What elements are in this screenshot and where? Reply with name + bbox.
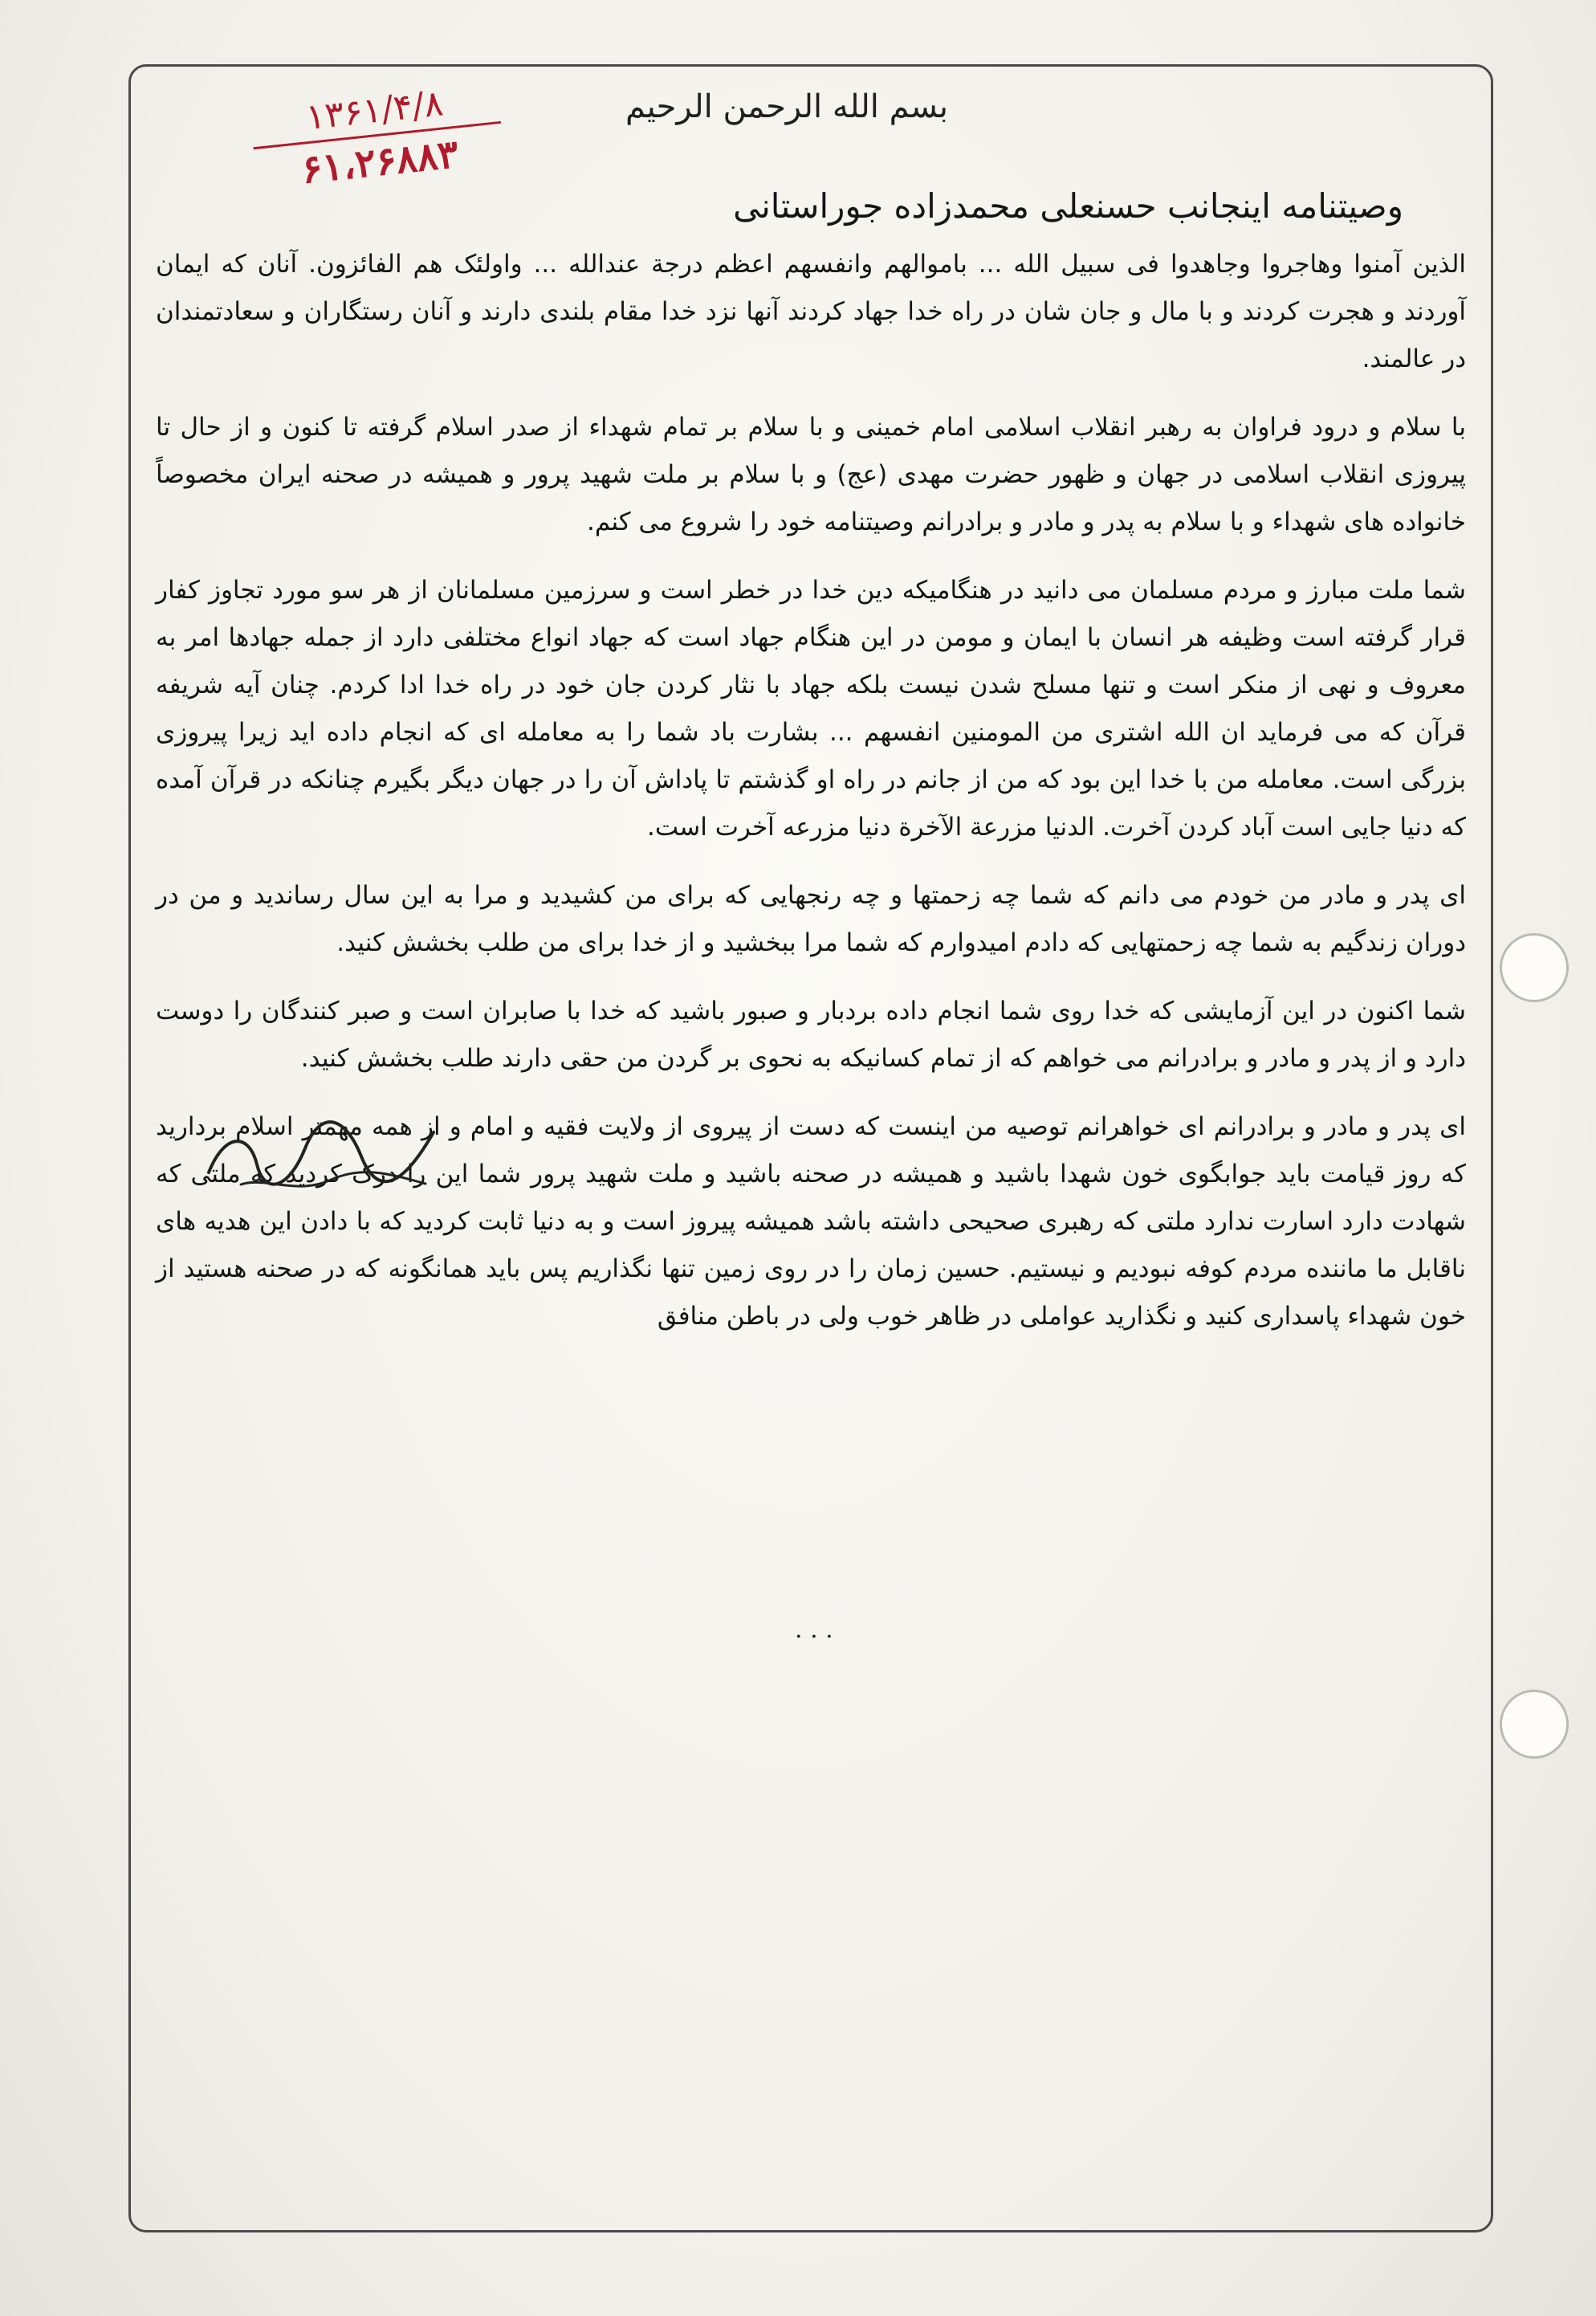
- bismillah-header: بسم الله الرحمن الرحیم: [625, 88, 949, 125]
- signature-scribble: [193, 1100, 458, 1205]
- paragraph-4: ای پدر و مادر من خودم می دانم که شما چه زحمتها و چه رنجهایی که برای من کشیدید و مرا به این سال رساندید و من در دوران زندگیم به شما چه زحمتهایی که دادم امیدوارم که شما مرا ببخشید و از خدا برای من طلب بخشش کنید.: [156, 881, 1466, 957]
- will-heading: وصیتنامه اینجانب حسنعلی محمدزاده جوراستانی: [733, 186, 1403, 226]
- paragraph-3: شما ملت مبارز و مردم مسلمان می دانید در هنگامیکه دین خدا در خطر است و سرزمین مسلمانان از هر سو مورد تجاوز کفار قرار گرفته است وظیفه هر انسان با ایمان و مومن در این هنگام جهاد است که جهاد انواع مختلفی دارد از جمله جهادها امر به معروف و نهی از منکر است و تنها مسلح شدن نیست بلکه جهاد با نثار کردن جان خود در راه خدا ادا کردم. چنان آیه شریفه قرآن که می فرماید ان الله اشتری من المومنین انفسهم ... بشارت باد شما را به معامله ای که انجام داده اید زیرا پیروزی بزرگی است. معامله من با خدا این بود که من از جانم در راه او گذشتم تا پاداش آن را در جهان دیگر بگیرم چنانکه در قرآن آمده که دنیا جایی است آباد کردن آخرت. الدنیا مزرعة الآخرة دنیا مزرعه آخرت است.: [156, 576, 1466, 842]
- will-body: [128, 241, 1493, 2200]
- paragraph-6: ای پدر و مادر و برادرانم ای خواهرانم توصیه من اینست که دست از پیروی از ولایت فقیه و امام و از همه مهمتر اسلام بردارید که روز قیامت باید جوابگوی خون شهدا باشید و همیشه در صحنه باشید و ملت شهید پرور شما این را درک کردید که ملتی که شهادت دارد اسارت ندارد ملتی که رهبری صحیحی داشته باشد همیشه پیروز است و به دنیا ثابت کردید که با دادن این هدیه های ناقابل ما ماننده مردم کوفه نبودیم و نیستیم. حسین زمان را در روی زمین تنها نگذاریم پس باید همانگونه که در صحنه هستید از خون شهداء پاسداری کنید و نگذارید عواملی در ظاهر خوب ولی در باطن منافق: [156, 1112, 1466, 1331]
- paragraph-1: الذین آمنوا وهاجروا وجاهدوا فی سبیل الله ... باموالهم وانفسهم اعظم درجة عندالله ... واولئک هم الفائزون. آنان که ایمان آوردند و هجرت کردند و با مال و جان شان در راه خدا جهاد کردند آنها نزد خدا مقام بلندی دارند و آنان رستگاران و سعادتمندان در عالمند.: [156, 250, 1466, 373]
- binder-hole-top: [1500, 933, 1569, 1002]
- registration-number: ۶۱،۲۶۸۸۳: [299, 131, 461, 193]
- binder-hole-bottom: [1500, 1690, 1569, 1759]
- margin-dots: . . .: [795, 1616, 833, 1644]
- paragraph-5: شما اکنون در این آزمایشی که خدا روی شما انجام داده بردبار و صبور باشید که خدا با صابران است و صبر کنندگان را دوست دارد و از پدر و مادر و برادرانم می خواهم که از تمام کسانیکه به نحوی بر گردن من حقی دارند طلب بخشش کنید.: [156, 997, 1466, 1073]
- paragraph-2: با سلام و درود فراوان به رهبر انقلاب اسلامی امام خمینی و با سلام بر تمام شهداء از صدر اسلام گرفته تا کنون و از حال تا پیروزی انقلاب اسلامی در جهان و ظهور حضرت مهدی (عج) و با سلام بر ملت شهید پرور و همیشه در صحنه ایران مخصوصاً خانواده های شهداء و با سلام به پدر و مادر و برادرانم وصیتنامه خود را شروع می کنم.: [156, 413, 1466, 536]
- registration-date: ۱۳۶۱/۴/۸: [303, 83, 446, 139]
